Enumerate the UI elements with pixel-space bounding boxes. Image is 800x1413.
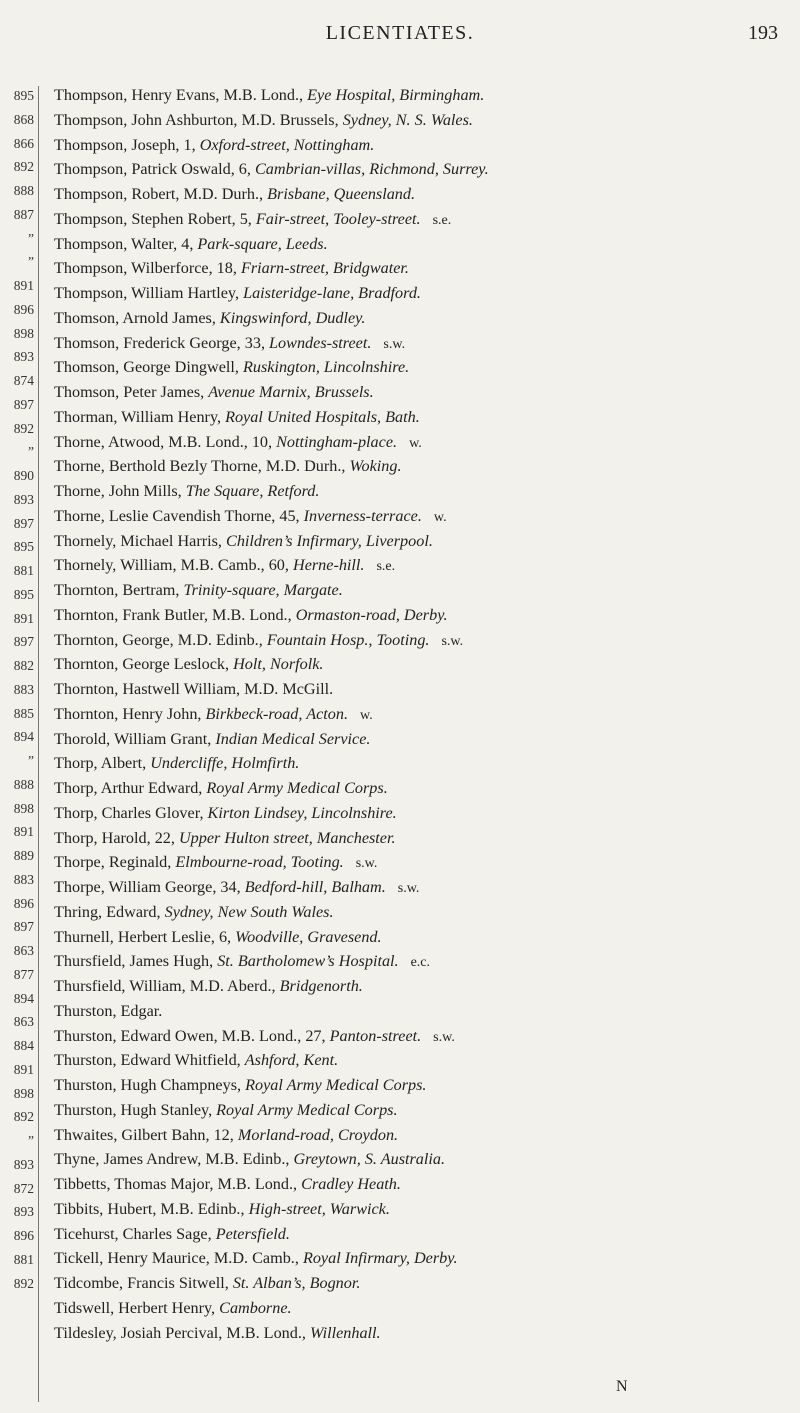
entry-address: Kirton Lindsey, Lincolnshire. (207, 803, 397, 822)
entry-name: Thomson, Arnold James, (54, 308, 220, 327)
entry-name: Thorne, Leslie Cavendish Thorne, 45, (54, 506, 304, 525)
year-value: 868 (13, 111, 34, 127)
entry-address: Holt, Norfolk. (233, 655, 324, 674)
year-value: 892 (13, 159, 34, 175)
entry-address: Royal Army Medical Corps. (216, 1100, 398, 1119)
list-item (54, 134, 794, 159)
entry-address: Inverness-terrace. (303, 506, 422, 525)
entry-address: Ormaston-road, Derby. (295, 605, 448, 624)
entry-address: St. Bartholomew’s Hospital. (217, 952, 399, 971)
entry-address: Fair-street, Tooley-street. (255, 209, 421, 228)
year-value: 893 (13, 1156, 34, 1172)
entry-district: s.w. (441, 633, 464, 649)
entry-district: w. (409, 435, 422, 451)
entry-address: Panton-street. (329, 1026, 422, 1045)
list-item (54, 406, 794, 431)
entry-name: Tibbits, Hubert, M.B. Edinb., (54, 1199, 249, 1218)
list-item (54, 158, 794, 183)
entry-name: Thornton, Bertram, (54, 581, 184, 599)
entry-district: s.w. (397, 881, 420, 896)
list-item (54, 1297, 794, 1322)
list-item (54, 307, 794, 332)
year-value: 893 (13, 1204, 34, 1220)
entry-address: Bridgenorth. (279, 977, 363, 995)
list-item (54, 827, 794, 852)
entry-address: Royal Army Medical Corps. (245, 1076, 427, 1094)
entry-address: Sydney, N. S. Wales. (342, 110, 473, 129)
entry-name: Thurston, Hugh Champneys, (54, 1076, 246, 1094)
entry-name: Thorpe, Reginald, (54, 853, 176, 872)
entry-address: Birkbeck-road, Acton. (205, 704, 349, 723)
list-item (54, 703, 794, 728)
entry-name: Thyne, James Andrew, M.B. Edinb., (54, 1150, 294, 1169)
entry-name: Tidswell, Herbert Henry, (54, 1298, 220, 1317)
year-value: 881 (13, 1251, 34, 1267)
entry-name: Thompson, Joseph, 1, (54, 135, 200, 154)
entry-name: Thurston, Hugh Stanley, (54, 1100, 217, 1119)
year-value: ” (28, 1133, 34, 1148)
entry-name: Thorne, Atwood, M.B. Lond., 10, (54, 432, 277, 451)
entry-name: Thurston, Edward Whitfield, (54, 1051, 245, 1070)
year-value: 897 (13, 634, 34, 650)
entry-name: Thorold, William Grant, (54, 729, 216, 748)
entry-address: Woodville, Gravesend. (235, 927, 382, 946)
entry-address: Indian Medical Service. (215, 729, 371, 748)
entry-address: Nottingham-place. (276, 432, 398, 451)
entry-address: Undercliffe, Holmfirth. (150, 754, 300, 773)
entry-address: Woking. (349, 457, 402, 476)
entry-address: Morland-road, Croydon. (237, 1125, 399, 1144)
entry-name: Thursfield, William, M.D. Aberd., (54, 977, 280, 995)
list-item (54, 1173, 794, 1198)
year-value: 896 (13, 895, 34, 911)
entry-name: Thorman, William Henry, (54, 407, 226, 426)
year-value: ” (28, 444, 34, 460)
list-item (54, 505, 794, 530)
year-value: 887 (13, 206, 34, 222)
entry-district: s.e. (432, 212, 452, 228)
entry-address: Fountain Hosp., Tooting. (266, 630, 430, 649)
entry-address: Lowndes-street. (269, 333, 372, 352)
list-item (54, 183, 794, 208)
year-value: 877 (13, 966, 34, 982)
entry-name: Tidcombe, Francis Sitwell, (54, 1274, 233, 1292)
year-value: 888 (13, 183, 34, 198)
year-value: 891 (13, 824, 34, 840)
year-value: 866 (13, 135, 34, 151)
entry-name: Thorne, Berthold Bezly Thorne, M.D. Durh., (54, 457, 350, 476)
year-value: 898 (13, 800, 34, 816)
entry-name: Thompson, Henry Evans, M.B. Lond., (54, 86, 308, 104)
entry-district: w. (433, 509, 447, 525)
entry-district: s.w. (383, 336, 406, 352)
list-item (54, 1074, 794, 1099)
entry-name: Thornton, George, M.D. Edinb., (54, 630, 267, 649)
year-value: 895 (13, 88, 34, 103)
entry-address: Camborne. (219, 1298, 292, 1317)
entry-address: The Square, Retford. (185, 482, 320, 500)
entry-name: Thornton, Henry John, (54, 704, 206, 723)
entry-address: Cradley Heath. (301, 1175, 401, 1193)
running-title: LICENTIATES. (325, 22, 475, 44)
entry-address: Trinity-square, Margate. (183, 581, 343, 599)
entry-name: Thompson, William Hartley, (54, 284, 244, 302)
year-value: ” (28, 753, 34, 768)
list-item (54, 1148, 794, 1173)
list-item (54, 233, 794, 258)
list-item (54, 653, 794, 678)
year-value: 883 (13, 871, 34, 887)
list-item (54, 1322, 794, 1347)
entry-address: Kingswinford, Dudley. (219, 308, 366, 327)
year-value: 894 (13, 729, 34, 745)
entry-name: Thomson, Peter James, (54, 383, 209, 401)
entry-district: s.w. (433, 1029, 455, 1045)
list-item (54, 802, 794, 827)
list-item (54, 777, 794, 802)
entry-name: Thompson, Wilberforce, 18, (54, 259, 241, 278)
entry-name: Thorpe, William George, 34, (54, 878, 245, 896)
entry-name: Thornely, William, M.B. Camb., 60, (54, 556, 293, 575)
entry-district: s.w. (355, 856, 378, 872)
entry-address: Avenue Marnix, Brussels. (208, 383, 374, 401)
entry-address: Greytown, S. Australia. (293, 1150, 446, 1169)
list-item (54, 84, 794, 109)
year-value: 890 (13, 468, 34, 483)
year-value: 898 (13, 325, 34, 341)
entry-name: Tildesley, Josiah Percival, M.B. Lond., (54, 1323, 310, 1342)
entry-name: Thwaites, Gilbert Bahn, 12, (54, 1125, 238, 1144)
list-item (54, 1247, 794, 1272)
year-value: 884 (13, 1038, 34, 1053)
year-value: 892 (13, 1275, 34, 1291)
list-item (54, 579, 794, 604)
list-item (54, 752, 794, 777)
year-value: 898 (13, 1085, 34, 1101)
list-item (54, 356, 794, 381)
entry-name: Thompson, Stephen Robert, 5, (54, 209, 256, 228)
year-value: 896 (13, 1228, 34, 1243)
entry-address: Royal United Hospitals, Bath. (225, 407, 420, 426)
entry-name: Thomson, Frederick George, 33, (54, 333, 270, 352)
page-number: 193 (748, 22, 778, 44)
year-value: 872 (13, 1180, 34, 1196)
entry-list (54, 84, 794, 1346)
entry-name: Thornton, George Leslock, (54, 655, 234, 674)
entry-name: Thompson, John Ashburton, M.D. Brussels, (54, 110, 343, 129)
list-item (54, 480, 794, 505)
entry-name: Thorne, John Mills, (54, 482, 186, 500)
entry-name: Thring, Edward, (54, 902, 165, 921)
year-value: 892 (13, 1109, 34, 1125)
entry-address: Willenhall. (310, 1323, 381, 1342)
year-value: 897 (13, 515, 34, 531)
year-value: 893 (13, 491, 34, 507)
year-value: 894 (13, 990, 34, 1006)
column-divider (38, 86, 39, 1402)
entry-name: Thomson, George Dingwell, (54, 358, 243, 377)
list-item (54, 1025, 794, 1050)
entry-name: Thorp, Harold, 22, (54, 828, 179, 847)
year-value: 895 (13, 539, 34, 555)
entry-name: Thurnell, Herbert Leslie, 6, (54, 927, 236, 946)
year-value: 897 (13, 919, 34, 935)
entry-name: Thursfield, James Hugh, (54, 952, 218, 971)
entry-address: Eye Hospital, Birmingham. (307, 86, 485, 104)
year-value: 897 (13, 396, 34, 412)
entry-name: Thurston, Edward Owen, M.B. Lond., 27, (54, 1026, 330, 1045)
entry-name: Thompson, Patrick Oswald, 6, (54, 160, 255, 179)
entry-address: Laisteridge-lane, Bradford. (243, 284, 421, 302)
entry-name: Thurston, Edgar. (54, 1001, 163, 1020)
year-value: 892 (13, 420, 34, 436)
list-item (54, 1272, 794, 1297)
list-item (54, 926, 794, 951)
entry-address: Royal Army Medical Corps. (206, 779, 388, 797)
year-value: 885 (13, 705, 34, 721)
entry-name: Tickell, Henry Maurice, M.D. Camb., (54, 1249, 303, 1268)
entry-address: Oxford-street, Nottingham. (199, 135, 375, 154)
list-item (54, 1000, 794, 1025)
list-item (54, 1124, 794, 1149)
list-item (54, 282, 794, 307)
entry-address: Sydney, New South Wales. (164, 902, 334, 921)
list-item (54, 109, 794, 134)
year-value: 874 (13, 373, 34, 388)
year-value: 889 (13, 848, 34, 863)
year-value: 893 (13, 349, 34, 365)
list-item (54, 431, 794, 456)
entry-district: s.e. (376, 559, 396, 575)
entry-name: Ticehurst, Charles Sage, (54, 1224, 216, 1243)
entry-address: Elmbourne-road, Tooting. (175, 853, 344, 872)
entry-district: e.c. (410, 955, 431, 971)
list-item (54, 455, 794, 480)
year-value: 863 (13, 1014, 34, 1030)
entry-address: Ashford, Kent. (244, 1051, 339, 1070)
list-item (54, 530, 794, 555)
year-value: 882 (13, 658, 34, 673)
entry-address: Ruskington, Lincolnshire. (242, 358, 410, 377)
year-value: 891 (13, 278, 34, 293)
list-item (54, 975, 794, 1000)
year-value: 896 (13, 301, 34, 317)
year-value: 888 (13, 776, 34, 792)
year-column (0, 84, 34, 1295)
entry-name: Thornton, Hastwell William, M.D. McGill. (54, 680, 334, 698)
year-value: ” (28, 230, 34, 246)
year-value: 891 (13, 610, 34, 626)
signature-mark: N (616, 1378, 628, 1395)
entry-address: St. Alban’s, Bognor. (232, 1274, 361, 1292)
list-item (54, 381, 794, 406)
entry-name: Thorp, Charles Glover, (54, 803, 208, 822)
entry-address: Herne-hill. (293, 556, 365, 575)
entry-address: Brisbane, Queensland. (267, 185, 416, 203)
list-item (54, 901, 794, 926)
list-item (54, 1198, 794, 1223)
entry-address: Bedford-hill, Balham. (244, 878, 386, 896)
list-item (54, 1049, 794, 1074)
year-value: 863 (13, 943, 34, 958)
year-value: ” (28, 254, 34, 270)
list-item (54, 1099, 794, 1124)
list-item (54, 332, 794, 357)
year-value: 881 (13, 563, 34, 578)
entry-name: Thompson, Walter, 4, (54, 234, 198, 253)
entry-address: Children’s Infirmary, Liverpool. (226, 531, 433, 550)
entry-address: Royal Infirmary, Derby. (302, 1249, 458, 1268)
year-value: 883 (13, 681, 34, 697)
entry-address: Petersfield. (215, 1224, 290, 1243)
year-value: 891 (13, 1061, 34, 1077)
entry-name: Thompson, Robert, M.D. Durh., (54, 185, 268, 203)
entry-name: Thornely, Michael Harris, (54, 531, 227, 550)
entry-address: Park-square, Leeds. (197, 234, 328, 253)
list-item (54, 208, 794, 233)
list-item (54, 629, 794, 654)
year-value: 895 (13, 586, 34, 602)
list-item (54, 1223, 794, 1248)
list-item (54, 876, 794, 901)
entry-address: High-street, Warwick. (248, 1199, 390, 1218)
list-item (54, 728, 794, 753)
list-item (54, 950, 794, 975)
entry-address: Upper Hulton street, Manchester. (178, 828, 396, 847)
entry-name: Thornton, Frank Butler, M.B. Lond., (54, 605, 296, 624)
list-item (54, 851, 794, 876)
list-item (54, 604, 794, 629)
entry-name: Thorp, Albert, (54, 754, 151, 773)
list-item (54, 554, 794, 579)
entry-name: Tibbetts, Thomas Major, M.B. Lond., (54, 1175, 302, 1193)
entry-address: Friarn-street, Bridgwater. (240, 259, 409, 278)
entry-district: w. (360, 707, 373, 723)
list-item (54, 257, 794, 282)
entry-name: Thorp, Arthur Edward, (54, 779, 207, 797)
list-item (54, 678, 794, 703)
entry-address: Cambrian-villas, Richmond, Surrey. (254, 160, 489, 179)
